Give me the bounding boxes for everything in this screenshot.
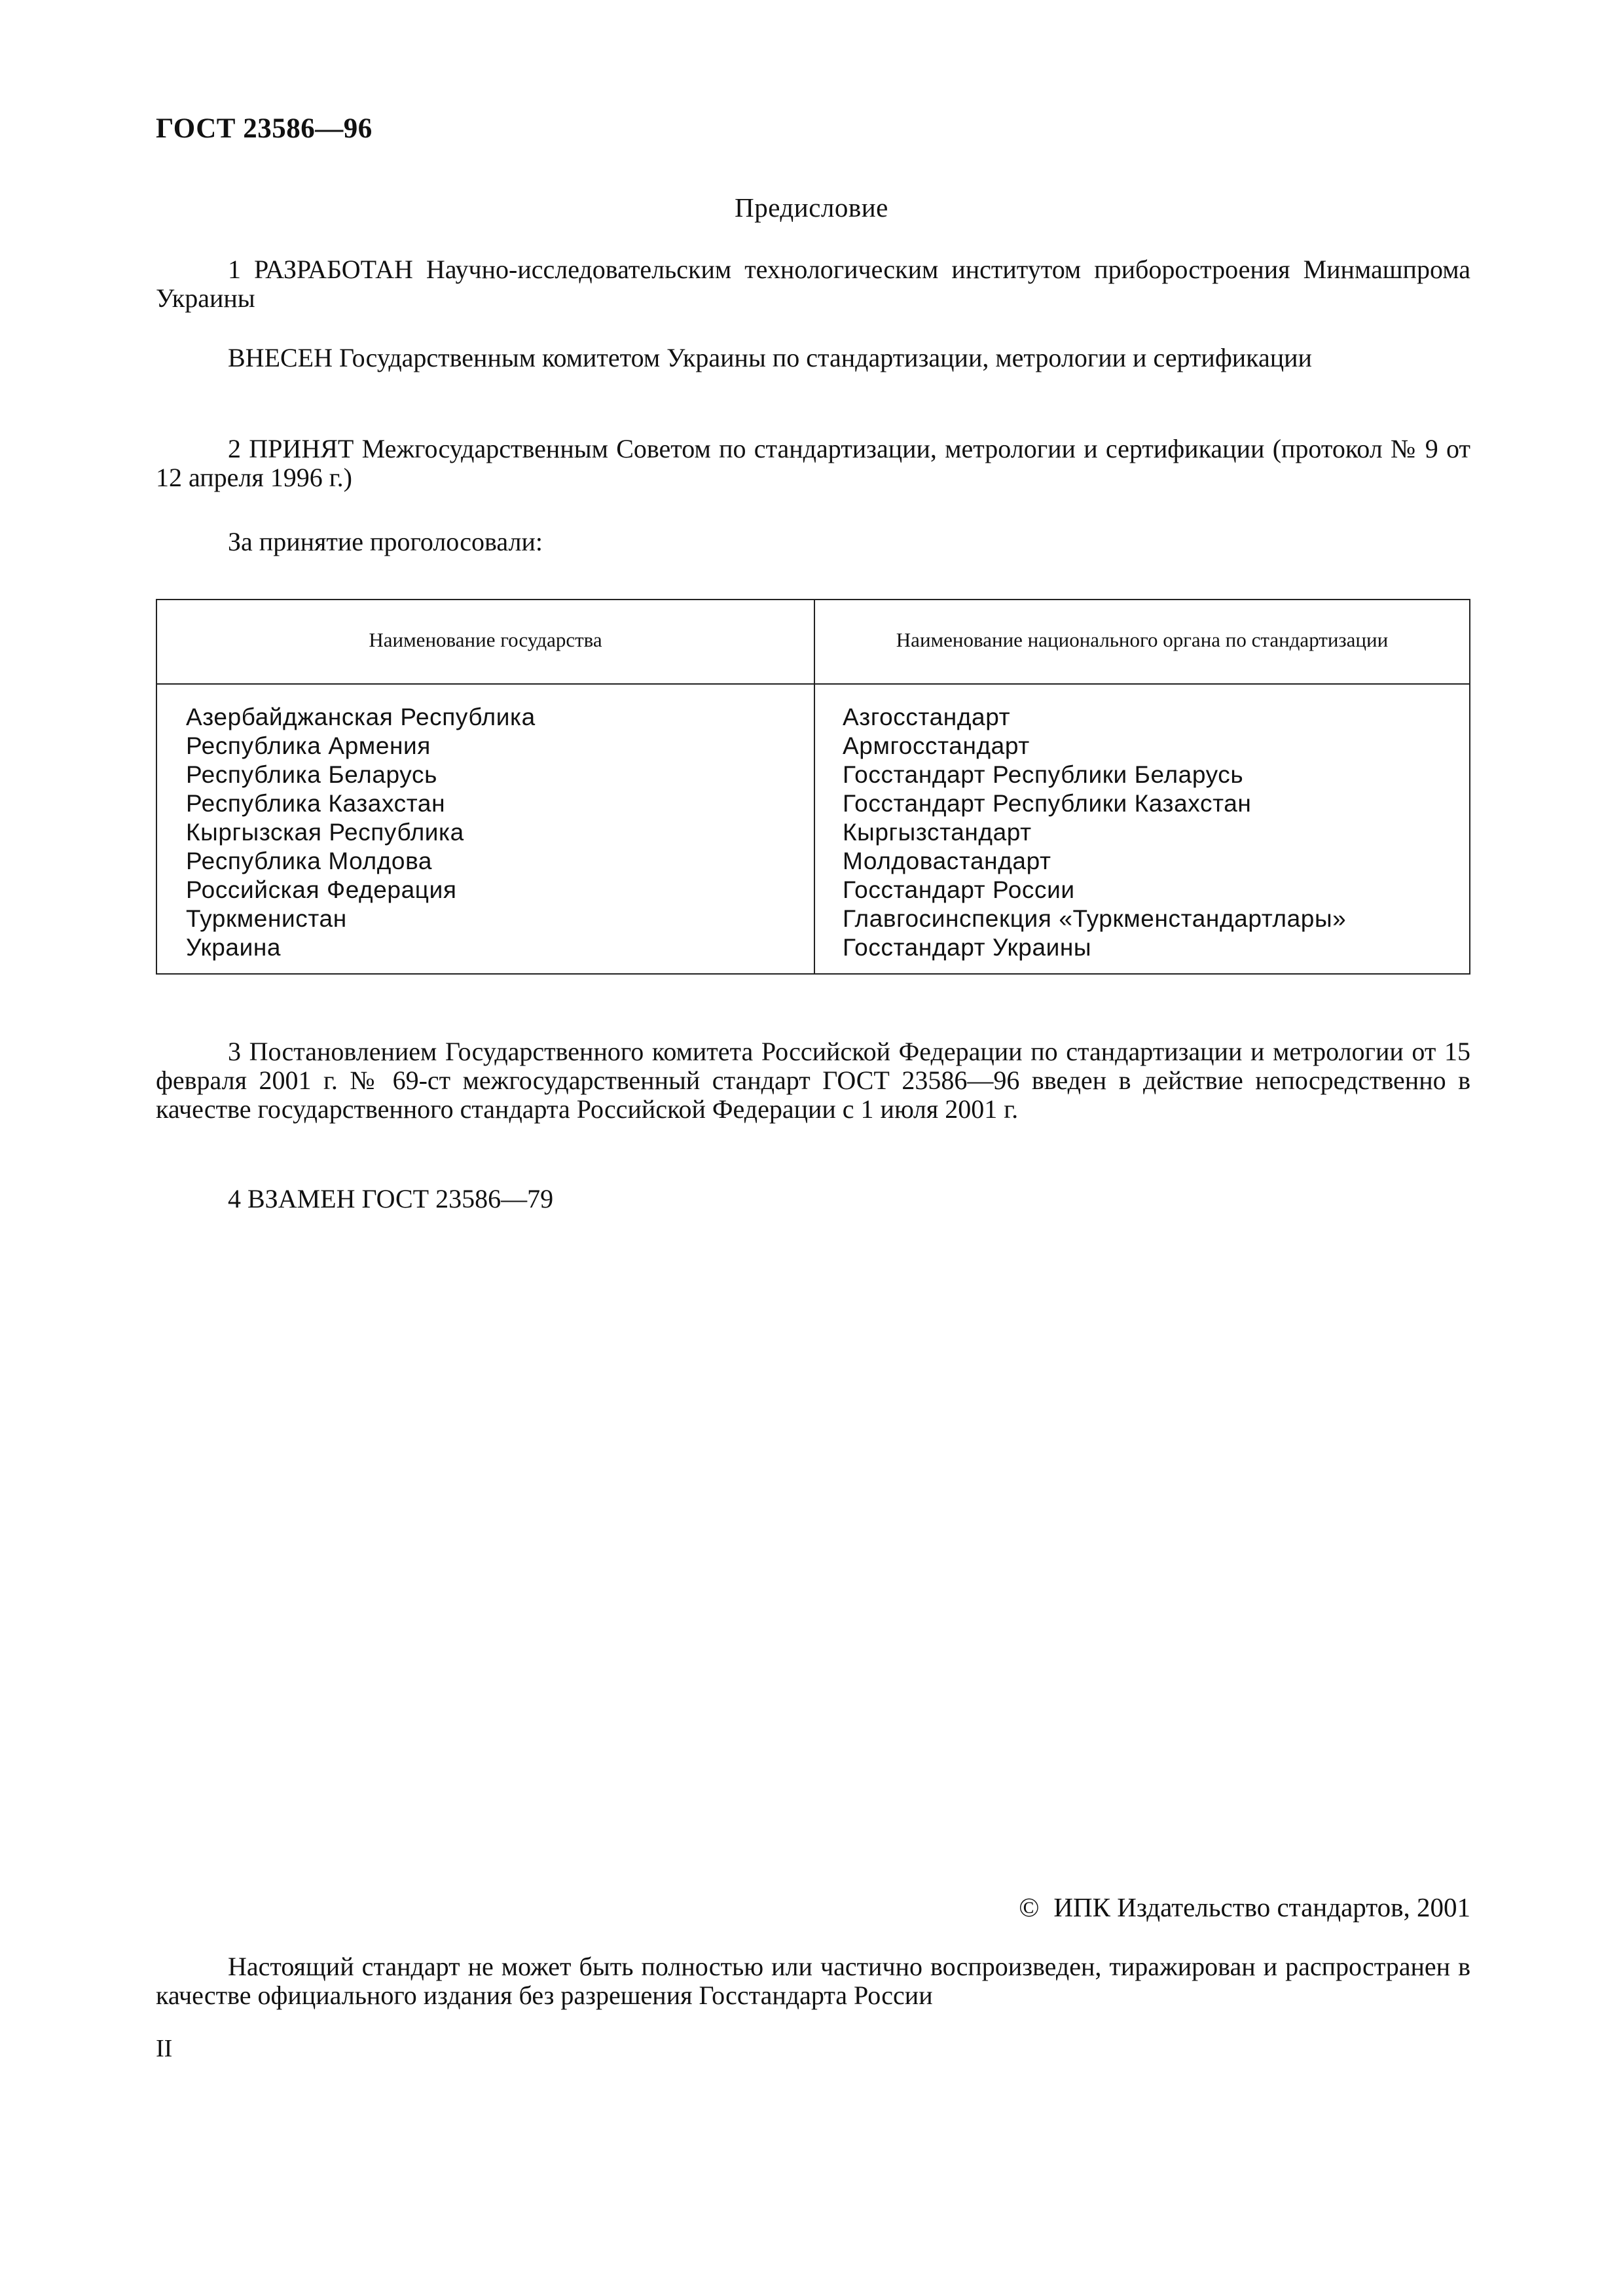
voting-states-table	[156, 599, 1470, 975]
copyright-text: ИПК Издательство стандартов, 2001	[1053, 1892, 1470, 1922]
copyright-line	[1019, 1892, 1470, 1923]
table-cell-national-body: Азгосстандарт	[843, 704, 1011, 730]
table-cell-state: Республика Армения	[186, 732, 431, 759]
copyright-icon: ©	[1019, 1892, 1040, 1922]
table-cell-state: Кыргызская Республика	[186, 819, 464, 846]
table-header-national-body: Наименование национального органа по стандартизации	[896, 628, 1389, 651]
paragraph-replaces: 4 ВЗАМЕН ГОСТ 23586—79	[228, 1184, 554, 1213]
table-cell-national-body: Молдовастандарт	[843, 848, 1051, 874]
table-cell-state: Республика Молдова	[186, 848, 433, 874]
table-column-national-bodies	[843, 703, 1346, 962]
page-number: II	[156, 2035, 173, 2062]
table-cell-national-body: Госстандарт Республики Беларусь	[843, 761, 1244, 788]
table-cell-national-body: Госстандарт России	[843, 876, 1075, 903]
table-column-states	[186, 703, 536, 962]
table-cell-national-body: Госстандарт Республики Казахстан	[843, 790, 1252, 817]
paragraph-enacted: 3 Постановлением Государственного комитета Российской Федерации по стандартизации и метрологии от 15 февраля 2001 г. № 69-ст межгосударственный стандарт ГОСТ 23586—96 введен в действие непосредственно в качестве государственного стандарта Российской Федерации с 1 июля 2001 г.	[156, 1037, 1470, 1124]
reproduction-notice: Настоящий стандарт не может быть полностью или частично воспроизведен, тиражирован и распространен в качестве официального издания без разрешения Госстандарта России	[156, 1952, 1470, 2010]
paragraph-introduced-by: ВНЕСЕН Государственным комитетом Украины по стандартизации, метрологии и сертификации	[228, 343, 1312, 372]
table-header-divider	[157, 683, 1469, 685]
paragraph-adopted-by: 2 ПРИНЯТ Межгосударственным Советом по стандартизации, метрологии и сертификации (протокол № 9 от 12 апреля 1996 г.)	[156, 434, 1470, 492]
table-cell-state: Азербайджанская Республика	[186, 704, 536, 730]
table-cell-national-body: Армгосстандарт	[843, 732, 1030, 759]
paragraph-developed-by: 1 РАЗРАБОТАН Научно-исследовательским технологическим институтом приборостроения Минмашпрома Украины	[156, 255, 1470, 313]
table-cell-state: Украина	[186, 934, 282, 961]
table-cell-national-body: Госстандарт Украины	[843, 934, 1092, 961]
paragraph-voted-for: За принятие проголосовали:	[228, 527, 543, 556]
table-cell-state: Республика Казахстан	[186, 790, 446, 817]
table-cell-state: Туркменистан	[186, 905, 347, 932]
table-header-state: Наименование государства	[369, 628, 602, 651]
table-cell-state: Российская Федерация	[186, 876, 457, 903]
table-column-divider	[814, 600, 815, 973]
table-cell-national-body: Кыргызстандарт	[843, 819, 1032, 846]
table-cell-state: Республика Беларусь	[186, 761, 437, 788]
table-cell-national-body: Главгосинспекция «Туркменстандартлары»	[843, 905, 1347, 932]
document-code-header: ГОСТ 23586—96	[156, 113, 373, 144]
section-title: Предисловие	[735, 192, 888, 223]
